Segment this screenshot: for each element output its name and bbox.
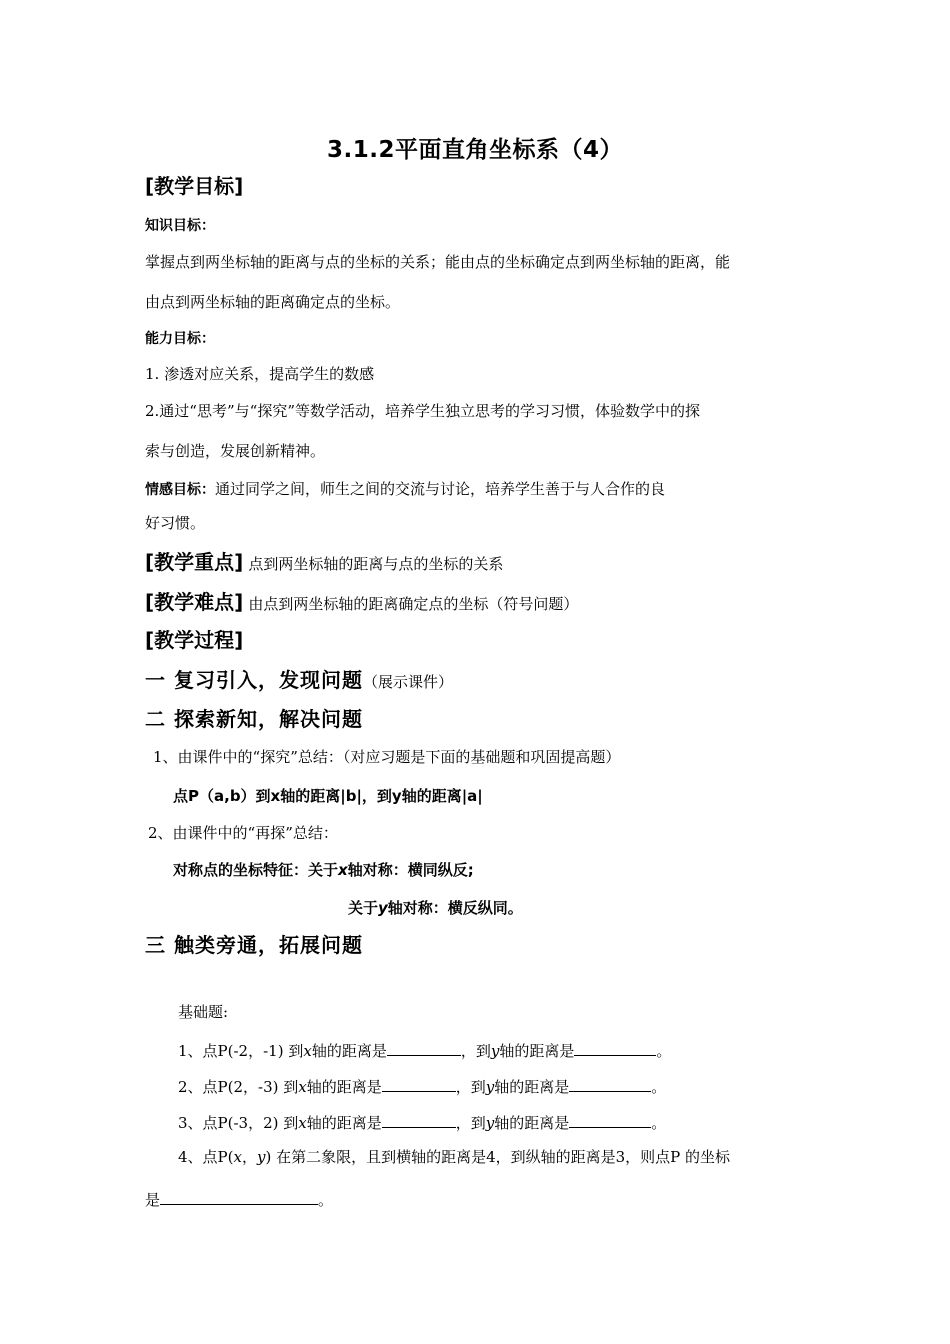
exercise-label: 基础题: (178, 1003, 229, 1021)
symmetry-y-prefix: 关于 (348, 899, 379, 917)
symmetry-x-suffix: 轴对称：横同纵反; (347, 861, 474, 879)
process-heading: [教学过程] (145, 628, 244, 652)
ability-item-2-line-2: 索与创造，发展创新精神。 (145, 442, 326, 460)
difficulty-heading: [教学难点] (145, 590, 244, 614)
symmetry-x-var: x (338, 861, 348, 879)
exercise-3 (178, 1113, 666, 1131)
knowledge-text-line-2: 由点到两坐标轴的距离确定点的坐标。 (145, 293, 401, 311)
keypoint-heading: [教学重点] (145, 550, 244, 574)
q3-text-c: ，到 (455, 1114, 486, 1132)
q2-text-d: 轴的距离是 (494, 1078, 570, 1096)
emotion-text-line-2: 好习惯。 (145, 514, 206, 532)
section-3-title: 三 触类旁通，拓展问题 (145, 933, 363, 957)
q4-text-c: 是 (145, 1191, 161, 1209)
q3-answer-blank-y[interactable] (569, 1113, 651, 1128)
keypoint-row (145, 552, 503, 572)
q1-text-d: 轴的距离是 (499, 1042, 575, 1060)
q1-text-c: ，到 (460, 1042, 491, 1060)
q4-text: 4、点P( (178, 1148, 234, 1166)
q2-answer-blank-y[interactable] (569, 1077, 651, 1092)
exercise-2 (178, 1077, 666, 1095)
ability-label: 能力目标： (145, 331, 215, 347)
q3-text-e: 。 (651, 1114, 667, 1132)
exercise-4-line-2 (145, 1190, 333, 1208)
q2-var-x: x (298, 1078, 307, 1096)
ability-item-2-line-1: 2.通过“思考”与“探究”等数学活动，培养学生独立思考的学习习惯，体验数学中的探 (145, 402, 700, 420)
q1-var-y: y (490, 1042, 500, 1060)
q4-comma: ， (241, 1148, 257, 1166)
section-1-note: （展示课件） (362, 673, 453, 691)
emotion-label: 情感目标： (145, 482, 215, 498)
q3-text: 3、点P(-3，2) 到 (178, 1114, 299, 1132)
q2-text: 2、点P(2，-3) 到 (178, 1078, 299, 1096)
item-2: 2、由课件中的“再探”总结： (148, 824, 338, 842)
objectives-heading: [教学目标] (145, 174, 244, 198)
q1-answer-blank-x[interactable] (387, 1041, 461, 1056)
symmetry-x-prefix: 对称点的坐标特征：关于 (173, 861, 339, 879)
q4-text-d: 。 (318, 1191, 334, 1209)
difficulty-text: 由点到两坐标轴的距离确定点的坐标（符号问题） (248, 595, 579, 613)
emotion-objective (145, 481, 665, 497)
symmetry-y-rule (348, 901, 523, 916)
q2-text-e: 。 (651, 1078, 667, 1096)
q2-var-y: y (485, 1078, 495, 1096)
item-1-rule: 点P（a,b）到x轴的距离|b|，到y轴的距离|a| (173, 787, 483, 805)
q1-text-b: 轴的距离是 (311, 1042, 387, 1060)
knowledge-label: 知识目标： (145, 218, 215, 234)
section-1-title: 一 复习引入，发现问题 (145, 668, 363, 692)
symmetry-y-suffix: 轴对称：横反纵同。 (387, 899, 523, 917)
keypoint-text: 点到两坐标轴的距离与点的坐标的关系 (248, 555, 504, 573)
emotion-text-line-1: 通过同学之间，师生之间的交流与讨论，培养学生善于与人合作的良 (215, 480, 666, 498)
q1-answer-blank-y[interactable] (574, 1041, 656, 1056)
ability-item-1: 1. 渗透对应关系，提高学生的数感 (145, 365, 375, 383)
q3-var-x: x (298, 1114, 307, 1132)
q4-text-b: ) 在第二象限，且到横轴的距离是4，到纵轴的距离是3，则点P 的坐标 (265, 1148, 731, 1166)
q4-answer-blank[interactable] (160, 1190, 318, 1205)
section-2-title: 二 探索新知，解决问题 (145, 707, 363, 731)
section-1-row (145, 670, 453, 690)
exercise-1 (178, 1041, 671, 1059)
q3-text-b: 轴的距离是 (306, 1114, 382, 1132)
symmetry-y-var: y (378, 899, 388, 917)
q1-text: 1、点P(-2，-1) 到 (178, 1042, 304, 1060)
q3-text-d: 轴的距离是 (494, 1114, 570, 1132)
q1-text-e: 。 (656, 1042, 672, 1060)
exercise-4-line-1 (178, 1150, 730, 1165)
q4-var-x: x (233, 1148, 242, 1166)
item-1: 1、由课件中的“探究”总结：（对应习题是下面的基础题和巩固提高题） (153, 748, 621, 766)
q1-var-x: x (303, 1042, 312, 1060)
q2-text-c: ，到 (455, 1078, 486, 1096)
difficulty-row (145, 592, 578, 612)
page-title: 3.1.2平面直角坐标系（4） (327, 137, 623, 163)
q4-var-y: y (256, 1148, 266, 1166)
q3-answer-blank-x[interactable] (382, 1113, 456, 1128)
symmetry-x-rule (173, 863, 474, 878)
q2-answer-blank-x[interactable] (382, 1077, 456, 1092)
q3-var-y: y (485, 1114, 495, 1132)
knowledge-text-line-1: 掌握点到两坐标轴的距离与点的坐标的关系；能由点的坐标确定点到两坐标轴的距离，能 (145, 253, 731, 271)
q2-text-b: 轴的距离是 (306, 1078, 382, 1096)
